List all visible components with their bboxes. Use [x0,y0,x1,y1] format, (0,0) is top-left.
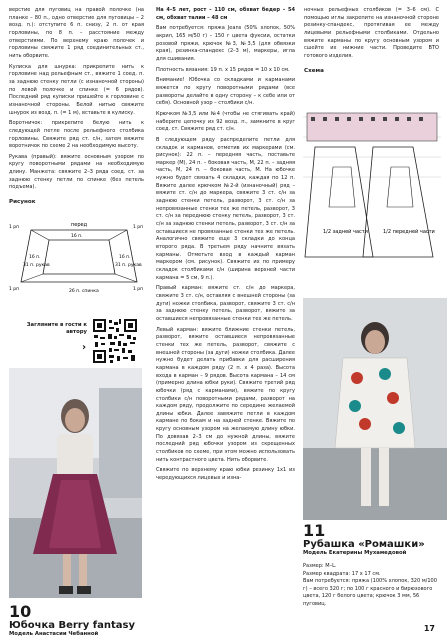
label-rp: 1 рп [133,287,144,292]
project-11-heading [303,523,443,556]
label-rp: 1 рп [9,287,20,292]
column-left [9,7,144,211]
size-spec: Размер: М–L. [303,563,337,569]
paragraph: Свяжите по верхнему краю юбки резинку 1х1 из чередующихся лицевых и изна- [156,467,295,482]
skirt-photo [9,368,142,598]
square-size: Размер квадрата: 17 х 17 см. [303,570,381,577]
paragraph: верстие для пуговиц на правой полочке (на планке – 80 п., одно отверстие для пуговицы – 2 возд. п.): отступите 6 п. снизу, 2 п. от края горловины, по 8 п. – расстояние между отверстиями. По верхнему краю полочек и горловины свяжите 1 ряд соединительных ст., нить оборвите. [9,7,144,59]
page-number: 17 [423,624,435,633]
qr-caption: Загляните в гости к автору [26,322,87,336]
project-model: Модель Анастасии Чебанной [9,631,99,637]
paragraph: Левый карман: вяжите ближние стенки петель, разворот, вяжите оставшиеся непровязанные стенки тех же петель, разворот, свяжите с внешней стороны (за дуги) ножки столбика. Далее нужно будет делать прибавки для расширения кармана в каждом ряду (2 п. х 4 раза). Высота входа в карман – 9 рядов. Высота кармана – 14 см (примерно длина юбки руки). Свяжите третий ряд юбочки (ряд с карманами), вяжите по кругу столбики с/н поворотными рядами, разворот на каждом ряду, продолжите по середине желаемой длины юбки. Далее завяжите петли в каждом кармане по бокам и на задней стенке. Вяжите по кругу основным узором на желаемую длину юбки. По довязав 2–3 см до нужной длины, вяжите последний ряд юбочки узором из скрещенных столбиков по схеме, при этом можно использовать нить контрастного цвета. Нить оборвите. [156,326,295,463]
label-front-half: 1/2 передней части [383,229,435,235]
scheme-heading: Схема [304,67,324,74]
label-sleeve: 31 п. рукав [115,263,142,268]
paragraph: В следующем ряду распределите петли для складок и карманов, отметив их маркерами (см. рисунок): 22 п. – передняя часть, поставьте маркер (М), 24 п. – боковая часть, М, 22 п. – задняя часть, М, 24 п. – боковая часть, М. На юбочке нужно будет связать 4 складки, каждая по 12 п. Вяжите далее крючком №2-й (изнаночный) ряд – вяжите ст. с/н до маркера, свяжите 3 ст. с/н за заднюю стенки петель, разворот, 3 ст. с/н за непровязанные стенки тех же петель, разворот, 3 ст. с/н за переднюю стенку петель, разворот, 3 ст. с/н за заднюю стенки петель, разворот, 3 ст. с/н за оставшиеся не провязанные стенки тех же петель. Аналогично свяжите еще 3 складки до конца второго ряда. В третьем ряду начните вязать карманы. Отметьте вход в каждый карман маркером (см. рисунок). Свяжите их по примеру складок столбиками с/н (ширина верхней части кармана = 5 см, 9 п.). [156,136,295,281]
yoke-diagram [9,218,149,312]
project-title: Юбочка Berry fantasy [9,620,135,631]
label-count: 16 п. [71,234,83,239]
blouse-photo [303,298,447,520]
size-line: На 4–5 лет, рост – 110 см, обхват бедер – 54 см, обхват талии – 48 см [156,7,295,21]
label-front: перед [71,222,88,228]
paragraph: Плотность вязания: 19 п. х 15 рядов = 10 х 10 см. [156,66,290,73]
label-rp: 1 рп [9,225,20,230]
label-count: 16 п. [119,255,131,260]
paragraph: Воротничок: прикрепите белую нить к следующей петле после рельефного столбика горловины. Свяжите ряд ст. с/н, затем вяжите воротничок по схеме 2 на необходимую высоту. [9,120,144,150]
label-back: 26 п. спинка [69,289,99,294]
arrow-right-icon: › [82,342,87,353]
paragraph: ночных рельефных столбиков (= 3–6 см). С помощью иглы закрепите на изнаночной стороне резинку-спандекс, протягивая ее между лицевыми рельефными столбиками. Отдельно вяжите карманы по кругу основным узором и сшейте их нижние части. Проведите ВТО готового изделия. [304,7,439,59]
label-count: 16 п. [29,255,41,260]
paragraph [156,7,295,22]
paragraph: Кулиска для шнурка: прикрепите нить к горловине над рельефным ст., вяжите 1 соед. п. за заднюю стенку петли (с изнаночной стороны) по левой полочке и спинке (= 6 рядов). Последний ряд кулиски пришейте к горловине с изнаночной стороны. Белой нитью свяжите шнурок из возд. п. (= 1 м), вставьте в кулиску. [9,63,144,116]
blouse-specs [303,563,441,608]
paragraph: Вам потребуется: пряжа Jeans (50% хлопок, 50% акрил, 165 м/50 г) – 150 г цвета фуксии, остатки розовой пряжи, крючок №3, №3,5 (для обвязки края), резинка-спандекс (2–3 м), маркеры, игла для сшивания. [156,25,295,62]
column-middle [156,7,295,486]
project-title: Рубашка «Ромашки» [303,539,425,550]
paragraph: Крючком №3,5 или №4 (чтобы не стягивать край) наберите цепочку из 92 возд. п., замкните в круг соед. ст. Свяжите ряд ст. с/н. [156,110,295,133]
figure-heading: Рисунок [9,199,36,206]
label-sleeve: 31 п. рукав [23,263,50,268]
column-right [304,7,439,79]
project-model: Модель Екатерины Мухамедовой [303,550,407,556]
label-back-half: 1/2 задней части [323,229,368,235]
materials: Вам потребуется: пряжа (100% хлопок, 320 м/100 г) – всего 320 г; по 100 г красного и бирюзового цвета, 120 г белого цвета; крючок 3 мм, 56 пуговиц. [303,578,437,607]
label-rp: 1 рп [133,225,144,230]
skirt-scheme-diagram [303,107,441,292]
paragraph: Правый карман: вяжите ст. с/н до маркера, свяжите 3 ст. с/н, оставляя с внешней стороны (за дуги) ножки столбика, разворот, свяжите 3 ст. с/н за заднюю стенку петель, разворот, вяжите за оставшиеся непровязанные стенки тех же петель. [156,285,295,322]
project-number: 10 [9,602,32,621]
paragraph: Внимание! Юбочка со складками и карманами вяжется по кругу поворотными рядами (все развороты делайте в одну сторону – к себе или от себя). Основной узор – столбики с/н. [156,77,295,107]
project-10-heading [9,604,149,637]
project-number: 11 [303,521,326,540]
paragraph: Рукава (правый): вяжите основным узором по кругу поворотными рядами на необходимую длину. Манжета: свяжите 2–3 ряда соед. ст. за заднюю стенку петли по спинке (без петель подъема). [9,153,144,191]
qr-code[interactable] [92,318,138,364]
